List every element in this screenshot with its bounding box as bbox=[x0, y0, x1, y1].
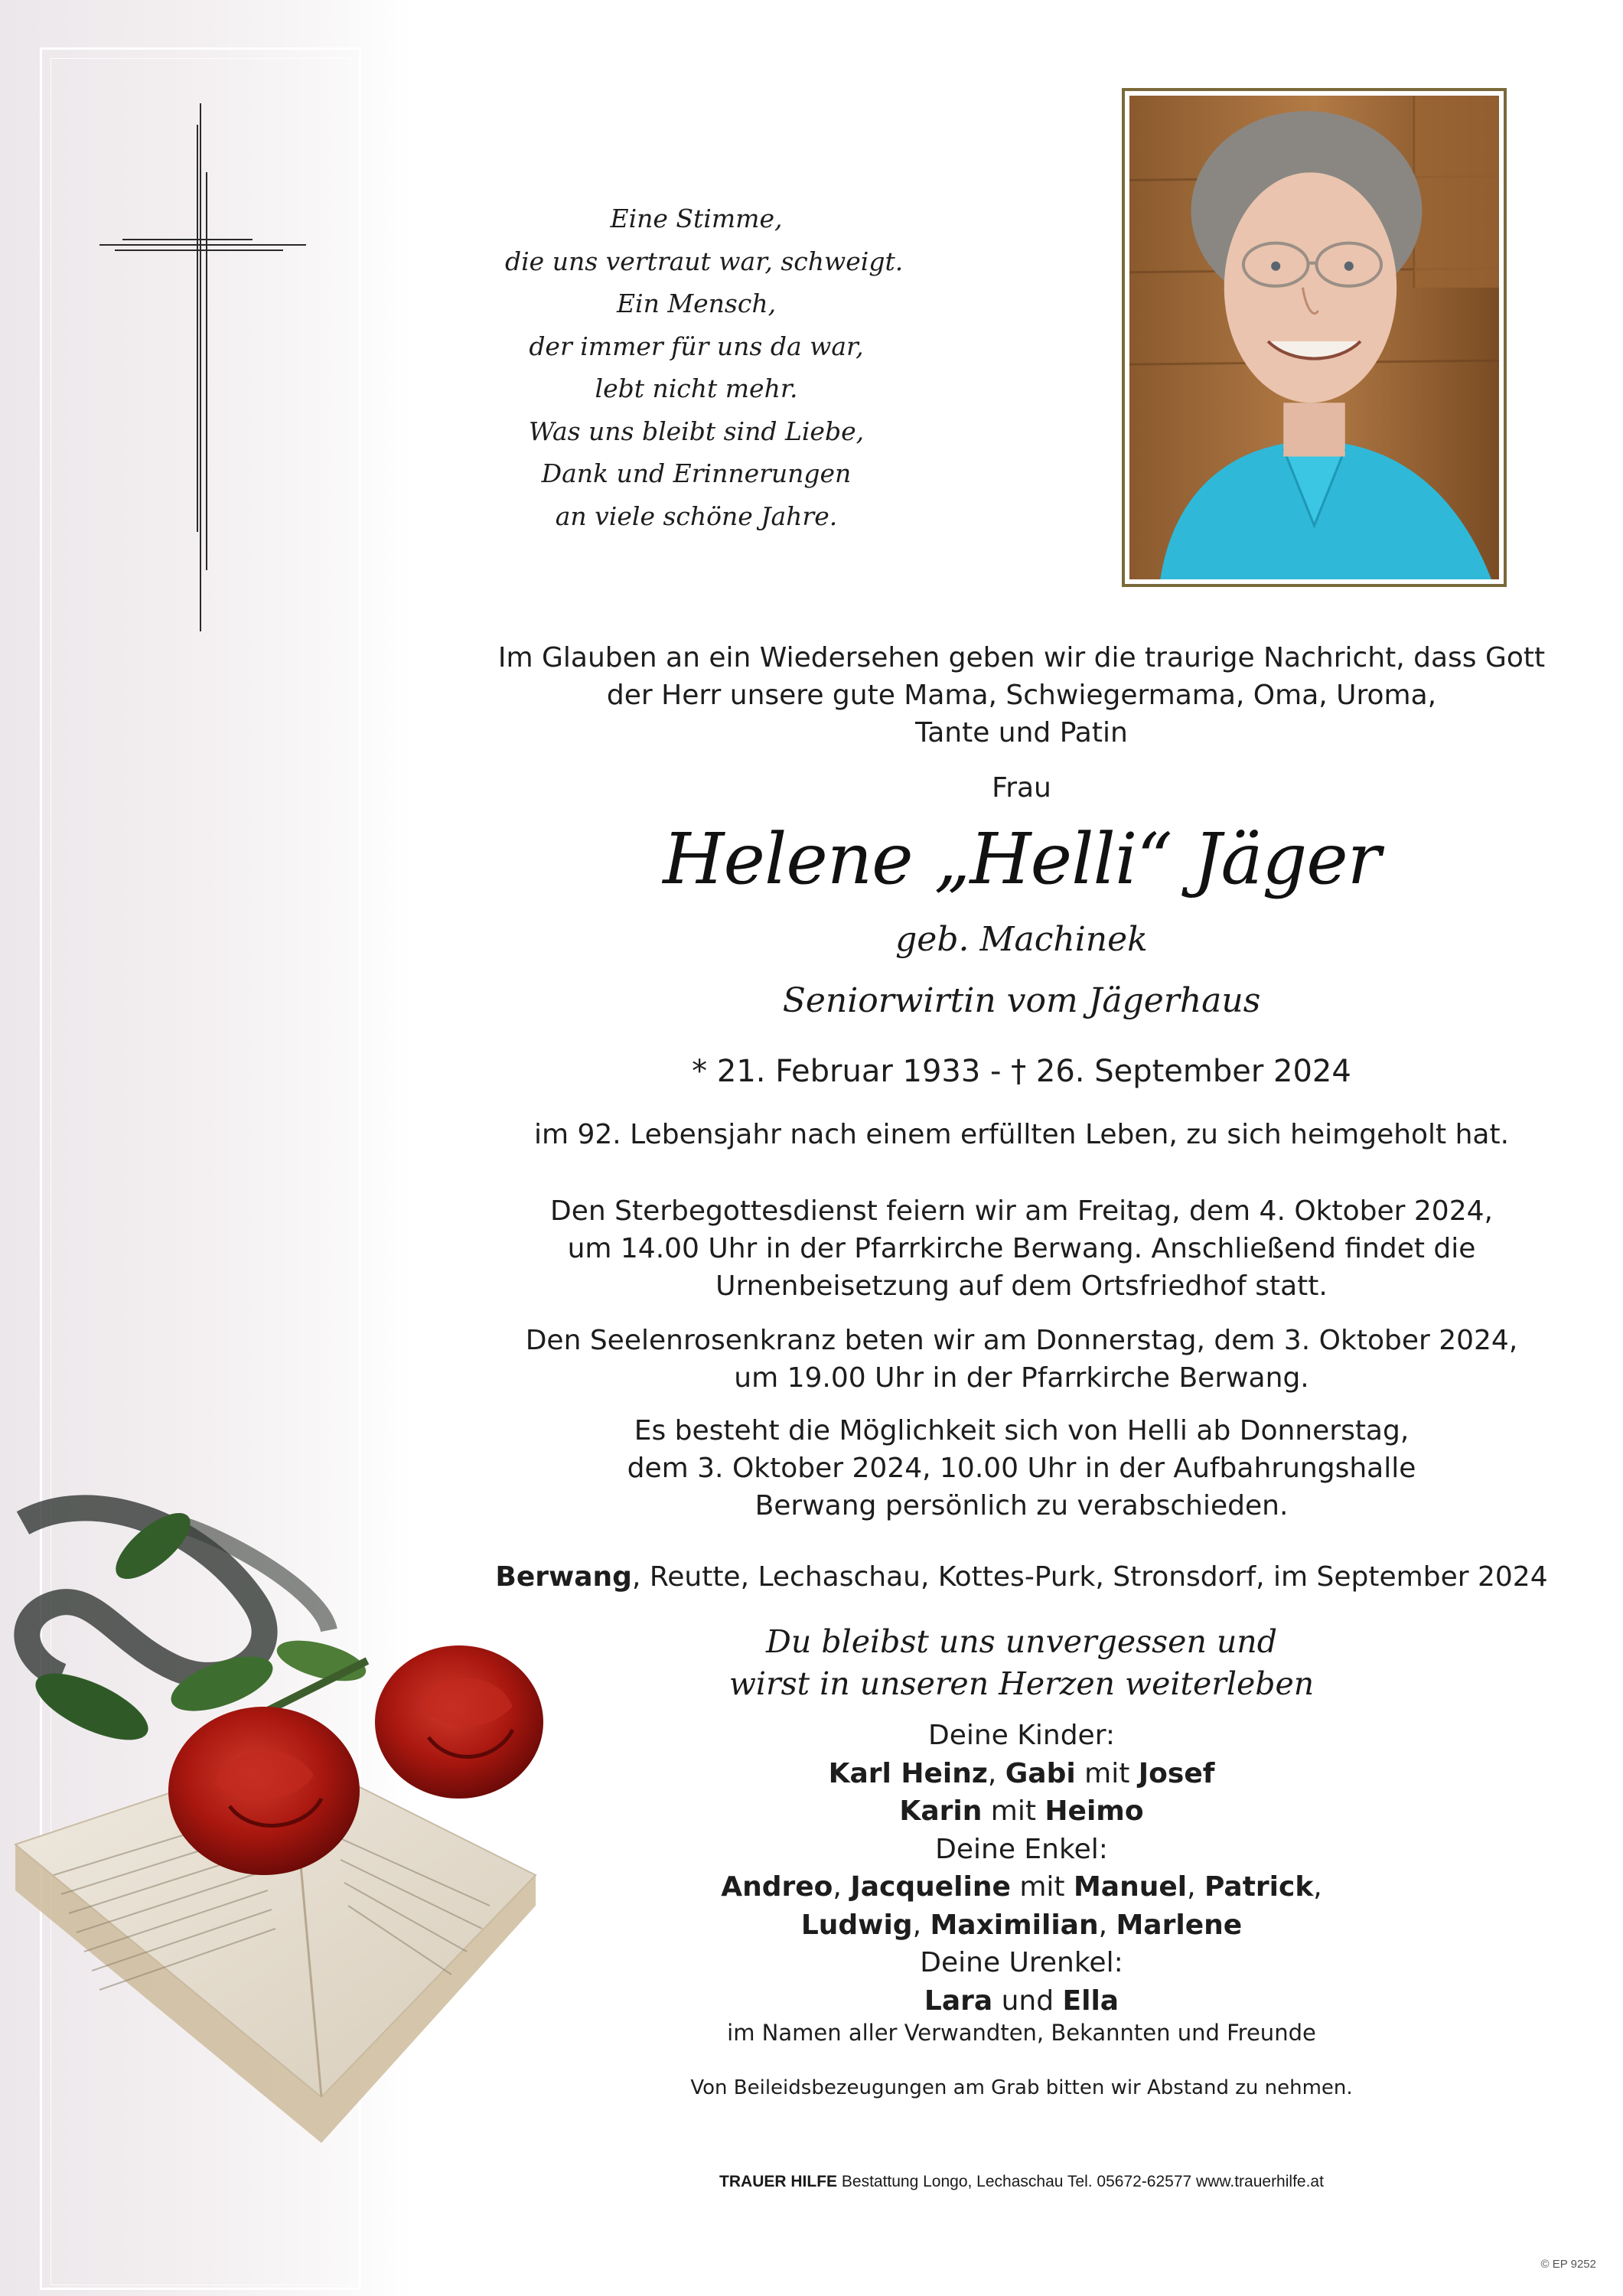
separator: , bbox=[833, 1871, 851, 1903]
funeral-line: um 14.00 Uhr in der Pfarrkirche Berwang. Anschließend findet die bbox=[567, 1233, 1476, 1264]
print-code: © EP 9252 bbox=[1540, 2258, 1596, 2271]
deceased-name: Helene „Helli“ Jäger bbox=[663, 818, 1380, 900]
funeral-home-brand: TRAUER HILFE bbox=[719, 2173, 838, 2190]
family-member: Jacqueline bbox=[850, 1871, 1011, 1903]
salutation: Frau bbox=[992, 772, 1051, 804]
family-list bbox=[486, 1717, 1557, 2020]
announcement-intro bbox=[486, 639, 1557, 752]
intro-line: Tante und Patin bbox=[915, 717, 1128, 748]
poem-line: an viele schöne Jahre. bbox=[555, 501, 838, 531]
family-member: Andreo bbox=[721, 1871, 833, 1903]
places-rest: , Reutte, Lechaschau, Kottes-Purk, Stronsdorf, im September 2024 bbox=[631, 1561, 1548, 1593]
children-label: Deine Kinder: bbox=[927, 1720, 1115, 1751]
funeral-service-info bbox=[486, 1192, 1557, 1305]
grandchildren-label: Deine Enkel: bbox=[935, 1833, 1108, 1865]
funeral-line: Urnenbeisetzung auf dem Ortsfriedhof statt. bbox=[715, 1270, 1328, 1302]
poem-line: die uns vertraut war, schweigt. bbox=[505, 246, 904, 276]
separator: , bbox=[1313, 1871, 1322, 1903]
separator: , bbox=[1098, 1909, 1116, 1941]
rosary-line: um 19.00 Uhr in der Pfarrkirche Berwang. bbox=[734, 1362, 1309, 1394]
places-and-date bbox=[486, 1557, 1557, 1597]
relatives-note: im Namen aller Verwandten, Bekannten und Freunde bbox=[727, 2020, 1316, 2046]
separator: , bbox=[912, 1909, 930, 1941]
funeral-line: Den Sterbegottesdienst feiern wir am Freitag, dem 4. Oktober 2024, bbox=[550, 1195, 1493, 1227]
poem-line: Was uns bleibt sind Liebe, bbox=[528, 416, 865, 446]
family-member: Ella bbox=[1062, 1985, 1119, 2017]
great-grandchildren-label: Deine Urenkel: bbox=[920, 1947, 1123, 1978]
children-line bbox=[486, 1792, 1557, 1831]
family-member: Josef bbox=[1138, 1757, 1215, 1789]
separator: mit bbox=[1010, 1871, 1074, 1903]
separator: mit bbox=[982, 1795, 1045, 1827]
viewing-line: dem 3. Oktober 2024, 10.00 Uhr in der Aufbahrungshalle bbox=[627, 1453, 1416, 1484]
intro-line: der Herr unsere gute Mama, Schwiegermama, Oma, Uroma, bbox=[606, 680, 1437, 711]
separator: , bbox=[987, 1757, 1005, 1789]
family-member: Marlene bbox=[1116, 1909, 1243, 1941]
closing-words bbox=[486, 1621, 1557, 1705]
family-member: Gabi bbox=[1005, 1757, 1076, 1789]
family-member: Maximilian bbox=[930, 1909, 1099, 1941]
great-grandchildren-line bbox=[486, 1982, 1557, 2020]
family-member: Karl Heinz bbox=[828, 1757, 988, 1789]
grandchildren-line bbox=[486, 1906, 1557, 1945]
poem-line: Dank und Erinnerungen bbox=[541, 458, 852, 488]
family-member: Patrick bbox=[1204, 1871, 1314, 1903]
places-bold: Berwang bbox=[495, 1561, 632, 1593]
viewing-line: Es besteht die Möglichkeit sich von Helli ab Donnerstag, bbox=[634, 1415, 1410, 1446]
poem-line: der immer für uns da war, bbox=[529, 331, 864, 361]
closing-line: Du bleibst uns unvergessen und bbox=[766, 1623, 1277, 1660]
maiden-name: geb. Machinek bbox=[895, 920, 1148, 959]
memorial-poem bbox=[505, 197, 904, 537]
condolence-notice: Von Beileidsbezeugungen am Grab bitten wir Abstand zu nehmen. bbox=[690, 2076, 1353, 2099]
grandchildren-line bbox=[486, 1868, 1557, 1906]
family-member: Ludwig bbox=[800, 1909, 913, 1941]
viewing-info bbox=[486, 1412, 1557, 1525]
rosary-line: Den Seelenrosenkranz beten wir am Donnerstag, dem 3. Oktober 2024, bbox=[525, 1325, 1518, 1356]
rosary-info bbox=[486, 1322, 1557, 1397]
poem-line: Eine Stimme, bbox=[610, 204, 783, 233]
family-member: Lara bbox=[924, 1985, 993, 2017]
closing-line: wirst in unseren Herzen weiterleben bbox=[728, 1665, 1315, 1702]
occupation: Seniorwirtin vom Jägerhaus bbox=[782, 981, 1261, 1020]
funeral-home-footer bbox=[486, 2170, 1557, 2193]
poem-line: lebt nicht mehr. bbox=[595, 373, 798, 403]
separator: , bbox=[1187, 1871, 1204, 1903]
children-line bbox=[486, 1755, 1557, 1793]
family-member: Karin bbox=[899, 1795, 983, 1827]
cross-icon bbox=[92, 103, 306, 631]
family-member: Heimo bbox=[1045, 1795, 1144, 1827]
viewing-line: Berwang persönlich zu verabschieden. bbox=[754, 1490, 1289, 1521]
intro-line: Im Glauben an ein Wiedersehen geben wir die traurige Nachricht, dass Gott bbox=[497, 642, 1546, 673]
life-dates: * 21. Februar 1933 - † 26. September 2024 bbox=[692, 1054, 1351, 1089]
poem-line: Ein Mensch, bbox=[616, 289, 777, 318]
deceased-portrait-photo bbox=[1122, 88, 1507, 587]
separator: und bbox=[992, 1985, 1063, 2017]
family-member: Manuel bbox=[1073, 1871, 1188, 1903]
separator: mit bbox=[1075, 1757, 1139, 1789]
lifeline-text: im 92. Lebensjahr nach einem erfüllten Leben, zu sich heimgeholt hat. bbox=[533, 1119, 1510, 1150]
funeral-home-contact: Bestattung Longo, Lechaschau Tel. 05672-62577 www.trauerhilfe.at bbox=[837, 2173, 1324, 2190]
